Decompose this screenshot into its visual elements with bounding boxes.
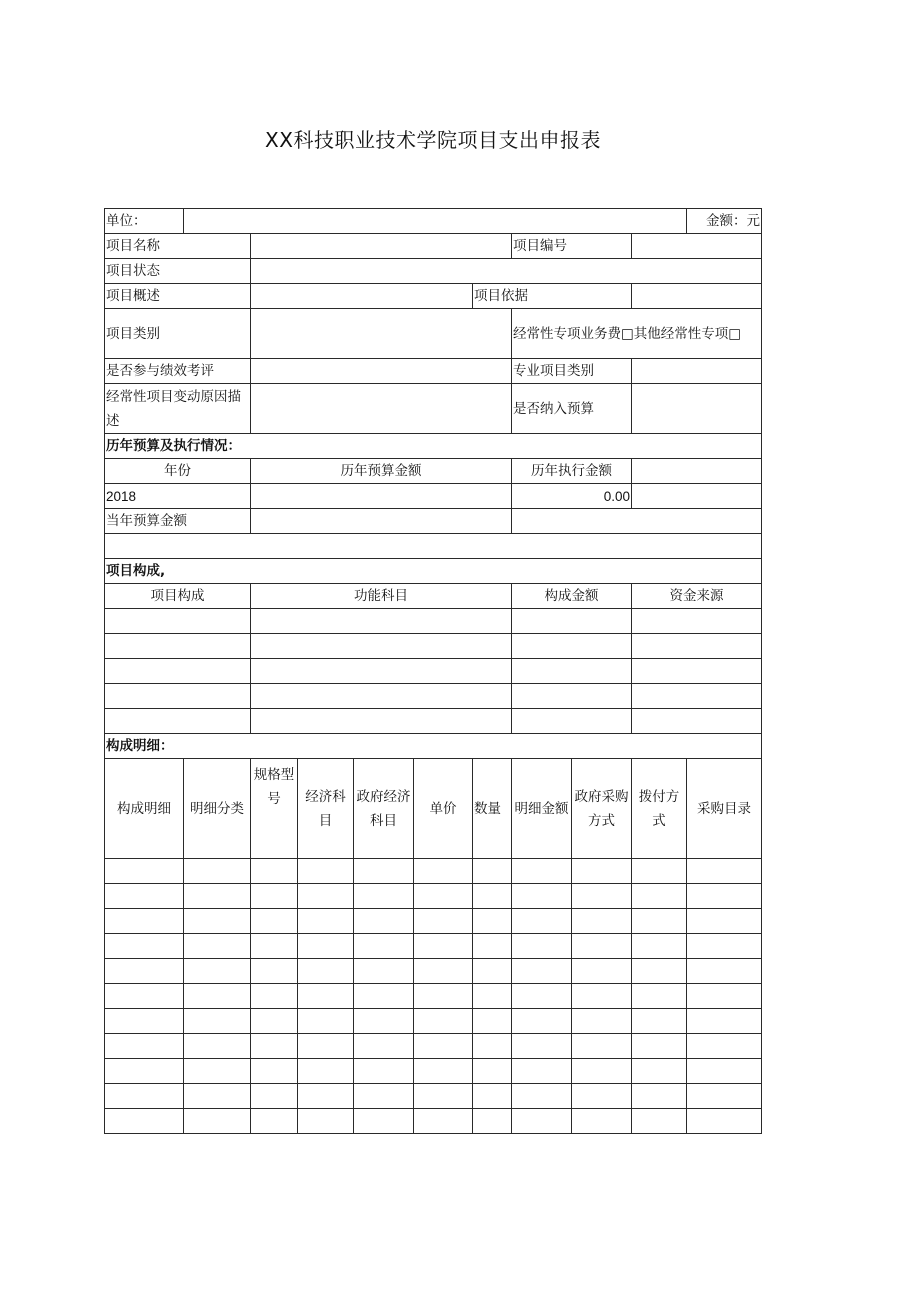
detail-cell[interactable]	[632, 909, 687, 934]
detail-cell[interactable]	[572, 1034, 632, 1059]
detail-cell[interactable]	[354, 934, 414, 959]
detail-cell[interactable]	[251, 1009, 298, 1034]
detail-cell[interactable]	[512, 1059, 572, 1084]
table-row	[105, 884, 762, 909]
detail-cell[interactable]	[298, 1034, 354, 1059]
detail-cell[interactable]	[512, 934, 572, 959]
detail-col-catalog: 采购目录	[687, 759, 762, 859]
detail-cell[interactable]	[632, 934, 687, 959]
detail-cell[interactable]	[632, 1084, 687, 1109]
detail-cell[interactable]	[687, 1034, 762, 1059]
detail-cell[interactable]	[105, 1034, 184, 1059]
in-budget-label: 是否纳入预算	[512, 384, 632, 434]
amount-unit-label: 金额：元	[687, 209, 762, 234]
history-col-blank	[632, 459, 762, 484]
detail-cell[interactable]	[512, 859, 572, 884]
project-category-value[interactable]	[251, 309, 512, 359]
detail-cell[interactable]	[572, 884, 632, 909]
detail-cell[interactable]	[414, 984, 473, 1009]
detail-cell[interactable]	[251, 1109, 298, 1134]
detail-col-payment: 拨付方式	[632, 759, 687, 859]
composition-section-title: 项目构成,	[105, 559, 762, 584]
table-row	[105, 959, 762, 984]
detail-cell[interactable]	[473, 1059, 512, 1084]
detail-cell[interactable]	[184, 884, 251, 909]
detail-cell[interactable]	[572, 859, 632, 884]
detail-cell[interactable]	[354, 884, 414, 909]
current-budget-label: 当年预算金额	[105, 509, 251, 534]
table-row	[105, 634, 762, 659]
detail-cell[interactable]	[512, 959, 572, 984]
detail-cell[interactable]	[105, 959, 184, 984]
category-options[interactable]: 经常性专项业务费□其他经常性专项□	[512, 309, 762, 359]
change-reason-label: 经常性项目变动原因描述	[105, 384, 251, 434]
detail-cell[interactable]	[354, 859, 414, 884]
history-col-exec: 历年执行金额	[512, 459, 632, 484]
composition-cell[interactable]	[105, 609, 251, 634]
detail-cell[interactable]	[184, 934, 251, 959]
composition-cell[interactable]	[251, 634, 512, 659]
detail-table	[104, 733, 762, 1134]
detail-cell[interactable]	[298, 859, 354, 884]
detail-cell[interactable]	[512, 1084, 572, 1109]
composition-cell[interactable]	[512, 709, 632, 734]
detail-cell[interactable]	[512, 909, 572, 934]
detail-cell[interactable]	[354, 1034, 414, 1059]
detail-cell[interactable]	[687, 909, 762, 934]
detail-cell[interactable]	[298, 1084, 354, 1109]
composition-table	[104, 558, 762, 734]
detail-cell[interactable]	[512, 984, 572, 1009]
table-row	[105, 484, 762, 509]
table-row	[105, 934, 762, 959]
table-row	[105, 709, 762, 734]
detail-cell[interactable]	[298, 984, 354, 1009]
composition-cell[interactable]	[105, 684, 251, 709]
table-row	[105, 984, 762, 1009]
composition-cell[interactable]	[105, 634, 251, 659]
detail-cell[interactable]	[298, 959, 354, 984]
composition-cell[interactable]	[105, 709, 251, 734]
detail-cell[interactable]	[354, 959, 414, 984]
detail-cell[interactable]	[251, 884, 298, 909]
table-row	[105, 1084, 762, 1109]
detail-cell[interactable]	[105, 909, 184, 934]
detail-col-procure: 政府采购方式	[572, 759, 632, 859]
detail-cell[interactable]	[632, 1059, 687, 1084]
detail-cell[interactable]	[354, 1109, 414, 1134]
detail-cell[interactable]	[473, 909, 512, 934]
detail-cell[interactable]	[251, 909, 298, 934]
detail-cell[interactable]	[414, 884, 473, 909]
detail-cell[interactable]	[298, 909, 354, 934]
detail-cell[interactable]	[473, 884, 512, 909]
history-budget-cell[interactable]	[251, 484, 512, 509]
detail-cell[interactable]	[632, 984, 687, 1009]
application-form	[104, 208, 761, 1134]
detail-cell[interactable]	[251, 1084, 298, 1109]
detail-cell[interactable]	[512, 884, 572, 909]
unit-value[interactable]	[184, 209, 687, 234]
composition-cell[interactable]	[512, 684, 632, 709]
detail-cell[interactable]	[414, 1059, 473, 1084]
project-basis-value[interactable]	[632, 284, 762, 309]
blank-row	[105, 534, 762, 559]
detail-cell[interactable]	[572, 959, 632, 984]
history-table	[104, 433, 762, 559]
detail-cell[interactable]	[251, 959, 298, 984]
detail-cell[interactable]	[687, 934, 762, 959]
detail-cell[interactable]	[298, 1059, 354, 1084]
detail-cell[interactable]	[105, 1059, 184, 1084]
detail-cell[interactable]	[572, 934, 632, 959]
detail-cell[interactable]	[414, 959, 473, 984]
detail-cell[interactable]	[298, 1009, 354, 1034]
project-overview-label: 项目概述	[105, 284, 251, 309]
table-row	[105, 609, 762, 634]
detail-cell[interactable]	[105, 1109, 184, 1134]
detail-cell[interactable]	[105, 1009, 184, 1034]
detail-cell[interactable]	[354, 1009, 414, 1034]
composition-cell[interactable]	[632, 684, 762, 709]
special-category-label: 专业项目类别	[512, 359, 632, 384]
project-code-value[interactable]	[632, 234, 762, 259]
table-row	[105, 1009, 762, 1034]
detail-cell[interactable]	[473, 1034, 512, 1059]
detail-col-price: 单价	[414, 759, 473, 859]
detail-cell[interactable]	[687, 1009, 762, 1034]
project-code-label: 项目编号	[512, 234, 632, 259]
composition-col-item: 项目构成	[105, 584, 251, 609]
unit-label: 单位：	[105, 209, 184, 234]
detail-cell[interactable]	[572, 1109, 632, 1134]
detail-cell[interactable]	[512, 1034, 572, 1059]
detail-cell[interactable]	[414, 934, 473, 959]
detail-cell[interactable]	[184, 984, 251, 1009]
history-year-cell[interactable]: 2018	[105, 484, 251, 509]
detail-cell[interactable]	[473, 1109, 512, 1134]
project-status-value[interactable]	[251, 259, 762, 284]
project-overview-value[interactable]	[251, 284, 473, 309]
detail-body	[105, 859, 762, 1134]
detail-cell[interactable]	[414, 1084, 473, 1109]
project-name-value[interactable]	[251, 234, 512, 259]
detail-cell[interactable]	[184, 909, 251, 934]
basic-info-table	[104, 233, 762, 434]
special-category-value[interactable]	[632, 359, 762, 384]
composition-cell[interactable]	[251, 709, 512, 734]
detail-cell[interactable]	[473, 984, 512, 1009]
detail-cell[interactable]	[184, 1009, 251, 1034]
detail-cell[interactable]	[354, 1059, 414, 1084]
composition-cell[interactable]	[632, 659, 762, 684]
detail-cell[interactable]	[298, 884, 354, 909]
composition-cell[interactable]	[105, 659, 251, 684]
detail-cell[interactable]	[105, 984, 184, 1009]
detail-cell[interactable]	[473, 1084, 512, 1109]
detail-cell[interactable]	[184, 1109, 251, 1134]
table-row	[105, 684, 762, 709]
detail-cell[interactable]	[687, 1059, 762, 1084]
table-row	[105, 859, 762, 884]
detail-cell[interactable]	[632, 959, 687, 984]
detail-cell[interactable]	[512, 1109, 572, 1134]
table-row	[105, 1059, 762, 1084]
table-row	[105, 1109, 762, 1134]
detail-cell[interactable]	[687, 1109, 762, 1134]
composition-col-func: 功能科目	[251, 584, 512, 609]
table-row	[105, 1034, 762, 1059]
detail-cell[interactable]	[414, 909, 473, 934]
detail-cell[interactable]	[632, 1009, 687, 1034]
project-category-label: 项目类别	[105, 309, 251, 359]
detail-cell[interactable]	[572, 1084, 632, 1109]
detail-cell[interactable]	[473, 1009, 512, 1034]
detail-cell[interactable]	[298, 934, 354, 959]
detail-cell[interactable]	[473, 934, 512, 959]
composition-cell[interactable]	[632, 709, 762, 734]
detail-cell[interactable]	[105, 884, 184, 909]
detail-cell[interactable]	[184, 1059, 251, 1084]
page-title: XX科技职业技术学院项目支出申报表	[265, 128, 601, 152]
detail-cell[interactable]	[105, 1084, 184, 1109]
detail-cell[interactable]	[473, 859, 512, 884]
detail-cell[interactable]	[632, 1034, 687, 1059]
history-exec-cell[interactable]: 0.00	[512, 484, 632, 509]
current-budget-extra[interactable]	[512, 509, 762, 534]
project-status-label: 项目状态	[105, 259, 251, 284]
composition-cell[interactable]	[512, 634, 632, 659]
performance-eval-value[interactable]	[251, 359, 512, 384]
detail-cell[interactable]	[632, 859, 687, 884]
current-budget-value[interactable]	[251, 509, 512, 534]
detail-cell[interactable]	[687, 1084, 762, 1109]
detail-cell[interactable]	[251, 1034, 298, 1059]
composition-cell[interactable]	[251, 659, 512, 684]
detail-cell[interactable]	[298, 1109, 354, 1134]
detail-cell[interactable]	[251, 934, 298, 959]
history-col-budget: 历年预算金额	[251, 459, 512, 484]
composition-col-amount: 构成金额	[512, 584, 632, 609]
detail-cell[interactable]	[251, 1059, 298, 1084]
table-row	[105, 909, 762, 934]
detail-cell[interactable]	[572, 1009, 632, 1034]
table-row	[105, 659, 762, 684]
detail-col-item: 构成明细	[105, 759, 184, 859]
detail-cell[interactable]	[251, 984, 298, 1009]
detail-cell[interactable]	[105, 934, 184, 959]
detail-cell[interactable]	[184, 1034, 251, 1059]
detail-cell[interactable]	[184, 859, 251, 884]
composition-cell[interactable]	[632, 634, 762, 659]
history-col-year: 年份	[105, 459, 251, 484]
detail-cell[interactable]	[184, 1084, 251, 1109]
detail-col-qty: 数量	[473, 759, 512, 859]
change-reason-value[interactable]	[251, 384, 512, 434]
detail-col-spec: 规格型号	[251, 759, 298, 859]
detail-cell[interactable]	[354, 984, 414, 1009]
composition-cell[interactable]	[251, 609, 512, 634]
detail-cell[interactable]	[687, 984, 762, 1009]
composition-cell[interactable]	[512, 609, 632, 634]
detail-cell[interactable]	[414, 1109, 473, 1134]
detail-cell[interactable]	[354, 1084, 414, 1109]
detail-col-econ: 经济科目	[298, 759, 354, 859]
detail-cell[interactable]	[687, 959, 762, 984]
detail-cell[interactable]	[251, 859, 298, 884]
project-name-label: 项目名称	[105, 234, 251, 259]
detail-cell[interactable]	[184, 959, 251, 984]
detail-cell[interactable]	[632, 884, 687, 909]
composition-cell[interactable]	[251, 684, 512, 709]
detail-cell[interactable]	[414, 1034, 473, 1059]
composition-cell[interactable]	[632, 609, 762, 634]
detail-cell[interactable]	[414, 859, 473, 884]
project-basis-label: 项目依据	[473, 284, 632, 309]
history-extra-cell[interactable]	[632, 484, 762, 509]
detail-col-gov-econ: 政府经济科目	[354, 759, 414, 859]
detail-cell[interactable]	[632, 1109, 687, 1134]
detail-cell[interactable]	[572, 1059, 632, 1084]
composition-col-source: 资金来源	[632, 584, 762, 609]
detail-cell[interactable]	[105, 859, 184, 884]
detail-cell[interactable]	[687, 859, 762, 884]
detail-cell[interactable]	[572, 909, 632, 934]
detail-cell[interactable]	[354, 909, 414, 934]
detail-cell[interactable]	[473, 959, 512, 984]
detail-col-amount: 明细金额	[512, 759, 572, 859]
history-section-title: 历年预算及执行情况：	[105, 434, 762, 459]
performance-eval-label: 是否参与绩效考评	[105, 359, 251, 384]
unit-row-table	[104, 208, 762, 234]
detail-col-class: 明细分类	[184, 759, 251, 859]
detail-cell[interactable]	[512, 1009, 572, 1034]
detail-cell[interactable]	[687, 884, 762, 909]
in-budget-value[interactable]	[632, 384, 762, 434]
detail-cell[interactable]	[572, 984, 632, 1009]
composition-cell[interactable]	[512, 659, 632, 684]
detail-section-title: 构成明细：	[105, 734, 762, 759]
detail-cell[interactable]	[414, 1009, 473, 1034]
